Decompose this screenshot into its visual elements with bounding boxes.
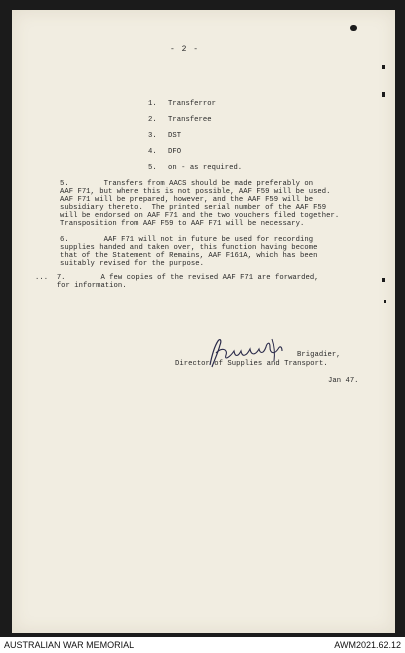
list-item-number: 2. <box>148 116 157 124</box>
page-number: - 2 - <box>170 45 200 54</box>
list-item-label: on - as required. <box>168 164 243 172</box>
list-item <box>148 100 216 108</box>
footer-accession-number: AWM2021.62.12 <box>334 640 401 650</box>
paragraph-line: Transposition from AAF F59 to AAF F71 will be necessary. <box>60 220 305 228</box>
list-item-number: 4. <box>148 148 157 156</box>
paragraph-line: will be endorsed on AAF F71 and the two vouchers filed together. <box>60 212 340 220</box>
footer <box>0 637 405 653</box>
paragraph-line: supplies handed and taken over, this function having become <box>60 244 318 252</box>
list-item <box>148 116 212 124</box>
signatory-rank: Brigadier, <box>297 351 341 359</box>
paragraph-line: AAF F71, but where this is not possible, AAF F59 will be used. <box>60 188 331 196</box>
paragraph-line: 5. Transfers from AACS should be made preferably on <box>60 180 314 188</box>
list-item <box>148 148 181 156</box>
paragraph-line: that of the Statement of Remains, AAF F161A, which has been <box>60 252 318 260</box>
list-item-label: DFO <box>168 148 182 156</box>
list-item-label: DST <box>168 132 182 140</box>
list-item-number: 5. <box>148 164 157 172</box>
list-item <box>148 164 242 172</box>
document-date: Jan 47. <box>328 377 359 385</box>
list-item-number: 3. <box>148 132 157 140</box>
ink-blot <box>350 25 357 31</box>
paragraph-line: 6. AAF F71 will not in future be used for recording <box>60 236 314 244</box>
edge-mark <box>382 65 385 69</box>
list-item-label: Transferror <box>168 100 216 108</box>
paragraph-line: subsidiary thereto. The printed serial number of the AAF F59 <box>60 204 327 212</box>
paragraph-line: AAF F71 will be prepared, however, and the AAF F59 will be <box>60 196 314 204</box>
paragraph-line: suitably revised for the purpose. <box>60 260 204 268</box>
document-page <box>12 10 395 633</box>
edge-mark <box>384 300 386 303</box>
edge-mark <box>382 92 385 97</box>
edge-mark <box>382 278 385 282</box>
list-item-label: Transferee <box>168 116 212 124</box>
footer-institution: AUSTRALIAN WAR MEMORIAL <box>4 640 135 650</box>
paragraph-line: for information. <box>35 282 127 290</box>
list-item-number: 1. <box>148 100 157 108</box>
signatory-role: Director of Supplies and Transport. <box>175 360 328 368</box>
paragraph-line: ... 7. A few copies of the revised AAF F71 are forwarded, <box>35 274 319 282</box>
list-item <box>148 132 181 140</box>
